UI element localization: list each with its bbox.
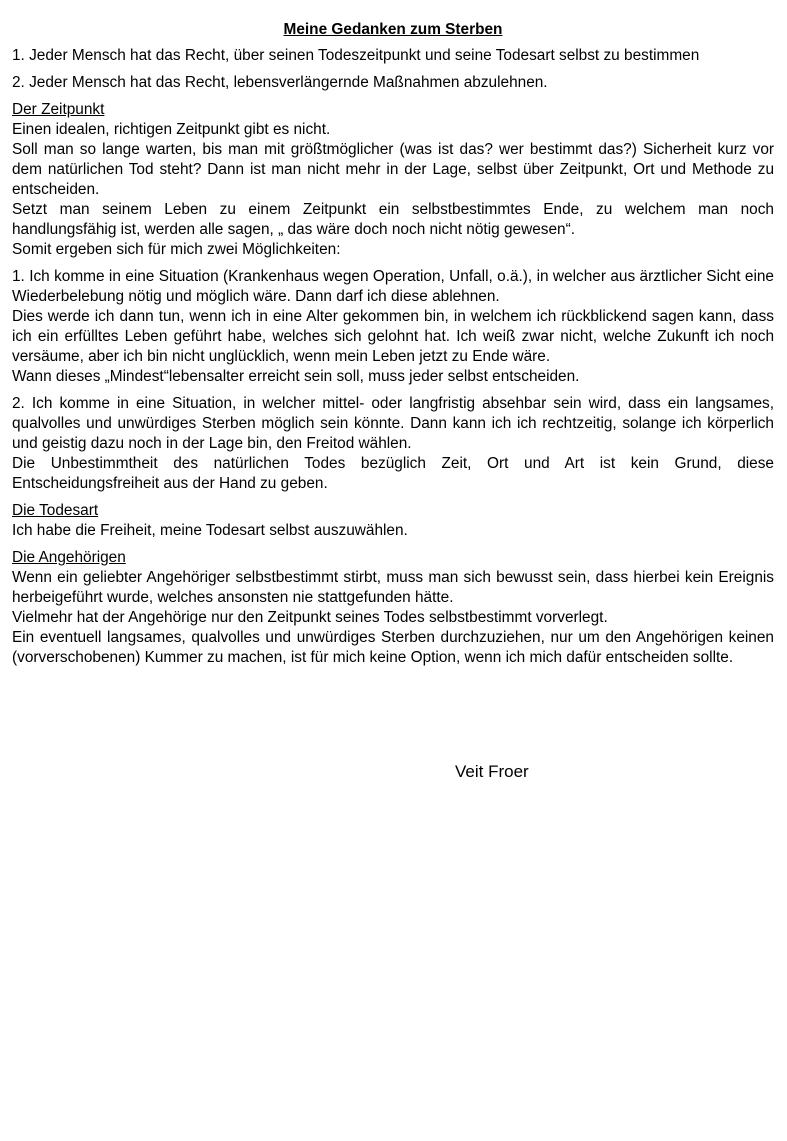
paragraph: Wann dieses „Mindest“lebensalter erreicht sein soll, muss jeder selbst entscheiden. [12,368,580,385]
paragraph: Ich habe die Freiheit, meine Todesart selbst auszuwählen. [12,522,408,539]
section-zeitpunkt [12,100,774,260]
paragraph: 2. Ich komme in eine Situation, in welcher mittel- oder langfristig absehbar sein wird, dass ein langsames, qualvolles und unwürdiges Sterben möglich sein könnte. Dann kann ich ich rechtzeitig, solange ich körperlich und geistig dazu noch in der Lage bin, den Freitod wählen. [12,395,774,452]
right-point-1: 1. Jeder Mensch hat das Recht, über seinen Todeszeitpunkt und seine Todesart selbst zu bestimmen [12,47,700,64]
section-angehoerige [12,548,774,668]
paragraph: Vielmehr hat der Angehörige nur den Zeitpunkt seines Todes selbstbestimmt vorverlegt. [12,609,608,626]
section-heading-angehoerige: Die Angehörigen [12,549,126,566]
section-heading-todesart: Die Todesart [12,502,99,519]
right-point-2: 2. Jeder Mensch hat das Recht, lebensverlängernde Maßnahmen abzulehnen. [12,74,548,91]
paragraph: Die Unbestimmtheit des natürlichen Todes bezüglich Zeit, Ort und Art ist kein Grund, diese Entscheidungsfreiheit aus der Hand zu geben. [12,455,774,492]
paragraph: Dies werde ich dann tun, wenn ich in eine Alter gekommen bin, in welchem ich rückblickend sagen kann, dass ich ein erfülltes Leben geführt habe, welches sich gelohnt hat. Ich weiß zwar nicht, welche Zukunft ich noch versäume, aber ich bin nicht unglücklich, wenn mein Leben jetzt zu Ende wäre. [12,308,774,365]
paragraph: Einen idealen, richtigen Zeitpunkt gibt es nicht. [12,121,331,138]
paragraph: Wenn ein geliebter Angehöriger selbstbestimmt stirbt, muss man sich bewusst sein, dass hierbei kein Ereignis herbeigeführt wurde, welches ansonsten nie stattgefunden hätte. [12,569,774,606]
section-option-1 [12,267,774,387]
author-signature: Veit Froer [455,762,529,781]
section-option-2 [12,394,774,494]
paragraph: Somit ergeben sich für mich zwei Möglichkeiten: [12,241,341,258]
paragraph: Ein eventuell langsames, qualvolles und unwürdiges Sterben durchzuziehen, nur um den Angehörigen keinen (vorverschobenen) Kummer zu machen, ist für mich keine Option, wenn ich mich dafür entscheiden sollte. [12,629,774,666]
paragraph: Soll man so lange warten, bis man mit größtmöglicher (was ist das? wer bestimmt das?) Sicherheit kurz vor dem natürlichen Tod steht? Dann ist man nicht mehr in der Lage, selbst über Zeitpunkt, Ort und Methode zu entscheiden. [12,141,774,198]
paragraph: 1. Ich komme in eine Situation (Krankenhaus wegen Operation, Unfall, o.ä.), in welcher aus ärztlicher Sicht eine Wiederbelebung nötig und möglich wäre. Dann darf ich diese ablehnen. [12,268,774,305]
section-todesart [12,501,774,541]
document-title: Meine Gedanken zum Sterben [283,21,503,38]
document-page [12,20,774,675]
section-heading-zeitpunkt: Der Zeitpunkt [12,101,105,118]
paragraph: Setzt man seinem Leben zu einem Zeitpunkt ein selbstbestimmtes Ende, zu welchem man noch handlungsfähig ist, werden alle sagen, „ das wäre doch noch nicht nötig gewesen“. [12,201,774,238]
